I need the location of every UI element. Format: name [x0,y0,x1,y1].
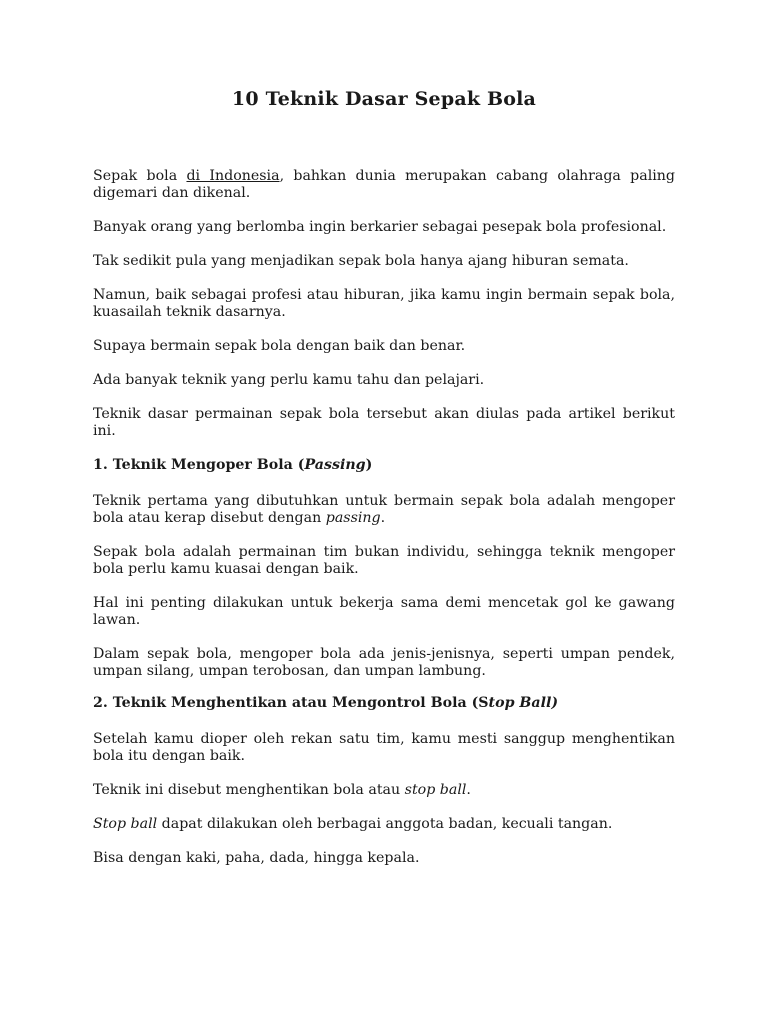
section-1-heading [93,457,675,474]
intro-p1-start: Sepak bola [93,168,187,184]
section-1-heading-start: 1. Teknik Mengoper Bola ( [93,457,305,473]
indonesia-link[interactable]: di Indonesia [186,168,280,184]
document-page [93,88,675,884]
intro-paragraph-3: Tak sedikit pula yang menjadikan sepak bola hanya ajang hiburan semata. [93,253,629,269]
section-2-p2-start: Teknik ini disebut menghentikan bola atau [93,782,405,798]
section-1-paragraph-4: Dalam sepak bola, mengoper bola ada jenis-jenisnya, seperti umpan pendek, umpan silang, umpan terobosan, dan umpan lambung. [93,646,675,679]
section-2-paragraph-3 [93,816,675,833]
intro-paragraph-4: Namun, baik sebagai profesi atau hiburan, jika kamu ingin bermain sepak bola, kuasailah teknik dasarnya. [93,287,675,320]
section-2-paragraph-2 [93,782,675,799]
section-1-p1-italic: passing [325,510,381,526]
section-2-heading-start: 2. Teknik Menghentikan atau Mengontrol Bola (S [93,695,489,711]
intro-paragraph-7: Teknik dasar permainan sepak bola tersebut akan diulas pada artikel berikut ini. [93,406,675,439]
section-2-p3-end: dapat dilakukan oleh berbagai anggota badan, kecuali tangan. [157,816,613,832]
intro-p1-end: , bahkan dunia merupakan cabang olahraga paling digemari dan dikenal. [93,168,675,201]
section-2-p2-italic: stop ball [404,782,467,798]
section-2-paragraph-1: Setelah kamu dioper oleh rekan satu tim, kamu mesti sanggup menghentikan bola itu dengan baik. [93,731,675,764]
section-1-heading-end: ) [365,457,373,473]
section-2-heading-italic: top Ball) [488,695,559,711]
intro-paragraph-5: Supaya bermain sepak bola dengan baik dan benar. [93,338,466,354]
section-1-p1-start: Teknik pertama yang dibutuhkan untuk bermain sepak bola adalah mengoper bola atau kerap disebut dengan [93,493,675,526]
section-2-p2-end: . [466,782,471,798]
section-1-paragraph-3: Hal ini penting dilakukan untuk bekerja sama demi mencetak gol ke gawang lawan. [93,595,675,628]
section-1-heading-italic: Passing [304,457,366,473]
section-2-p3-italic: Stop ball [93,816,158,832]
section-2-paragraph-4: Bisa dengan kaki, paha, dada, hingga kepala. [93,850,420,866]
section-1-p1-end: . [380,510,386,526]
section-2-heading [93,695,675,712]
section-1-paragraph-2: Sepak bola adalah permainan tim bukan individu, sehingga teknik mengoper bola perlu kamu kuasai dengan baik. [93,544,675,577]
intro-paragraph-6: Ada banyak teknik yang perlu kamu tahu dan pelajari. [93,372,485,388]
section-1-paragraph-1 [93,493,675,527]
document-title: 10 Teknik Dasar Sepak Bola [231,88,537,110]
intro-paragraph-2: Banyak orang yang berlomba ingin berkarier sebagai pesepak bola profesional. [93,219,667,235]
intro-paragraph-1 [93,168,675,202]
